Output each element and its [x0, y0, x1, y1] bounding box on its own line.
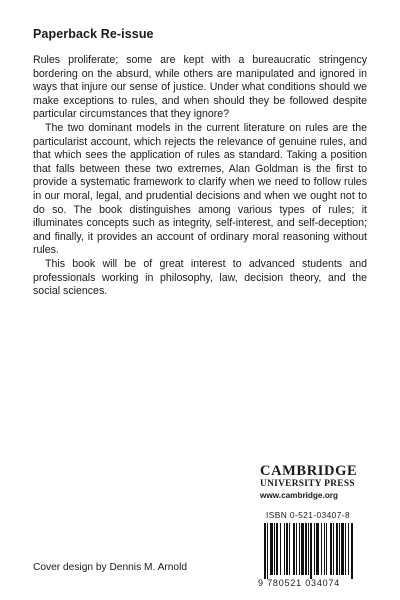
blurb-text: [33, 54, 367, 299]
blurb-paragraph-1: Rules proliferate; some are kept with a bureaucratic stringency bordering on the absurd, while others are manipulated and ignored in ways that injure our sense of justice. Under what conditions should we make exceptions to rules, and when should they be followed despite particular circumstances that they ignore?: [33, 54, 367, 121]
barcode-block: [258, 510, 372, 592]
blurb-paragraph-3: This book will be of great interest to advanced students and professionals working in philosophy, law, decision theory, and the social sciences.: [33, 257, 367, 298]
publisher-logo: [260, 464, 372, 501]
barcode-icon: [262, 523, 370, 579]
cover-heading: Paperback Re-issue: [33, 27, 154, 41]
isbn-text: ISBN 0-521-03407-8: [266, 510, 351, 520]
publisher-press: UNIVERSITY PRESS: [260, 479, 355, 489]
cover-design-credit: Cover design by Dennis M. Arnold: [33, 562, 188, 573]
publisher-name: CAMBRIDGE: [260, 463, 358, 479]
publisher-url: www.cambridge.org: [260, 491, 338, 500]
barcode-digits: 9 780521 034074: [258, 578, 341, 588]
blurb-paragraph-2: The two dominant models in the current literature on rules are the particularist account, which rejects the relevance of genuine rules, and that which sees the application of rules as standard. Taking a position that falls between these two extremes, Alan Goldman is the first to provide a systematic framework to clarify when we need to follow rules in our moral, legal, and prudential decisions and when we ought not to do so. The book distinguishes among various types of rules; it illuminates concepts such as integrity, self-interest, and self-deception; and finally, it provides an account of ordinary moral reasoning without rules.: [33, 121, 367, 257]
